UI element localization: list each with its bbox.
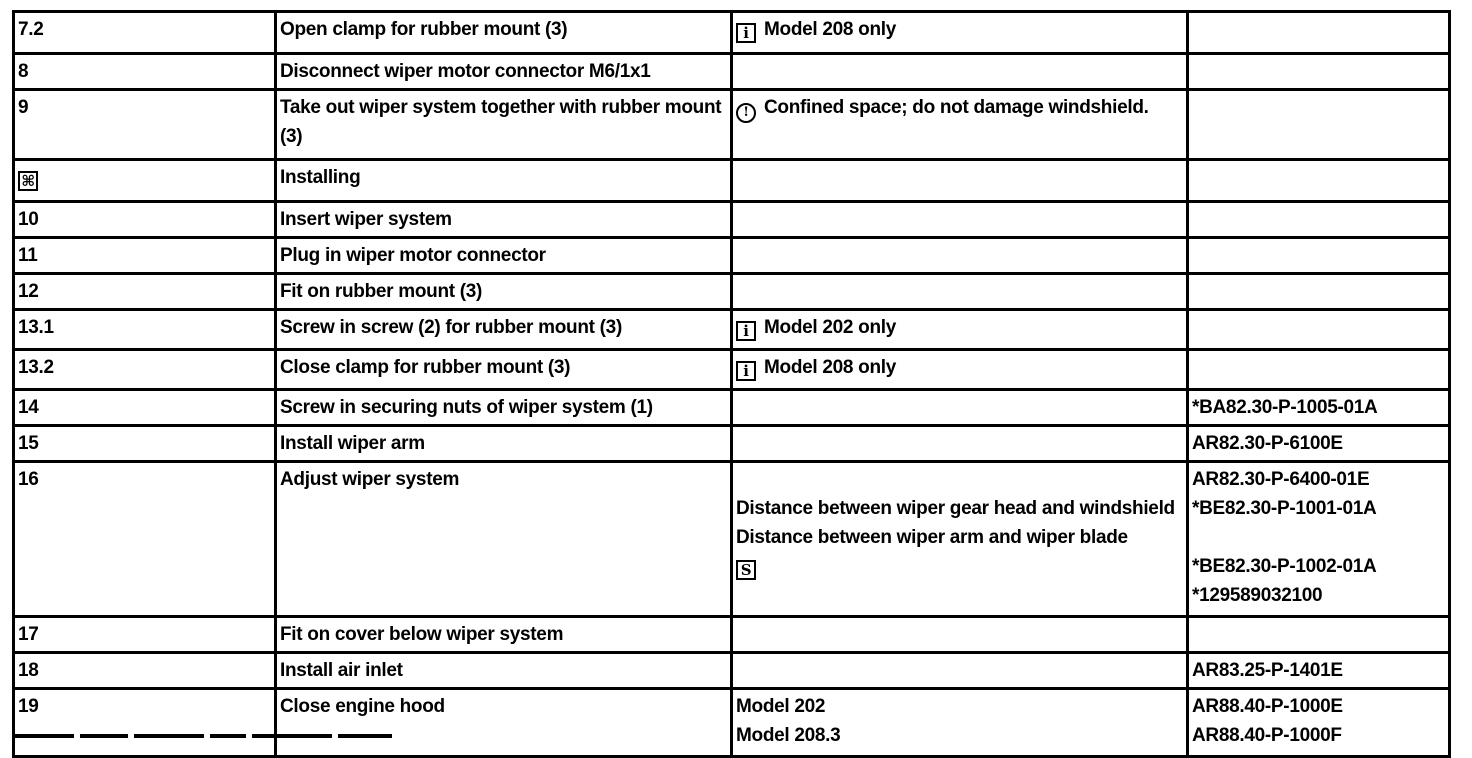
- step-reference: [1188, 238, 1450, 274]
- step-note: [732, 54, 1188, 90]
- step-number: 15: [14, 426, 276, 462]
- step-reference: [1188, 274, 1450, 310]
- step-action: Take out wiper system together with rubber mount (3): [276, 90, 732, 160]
- installing-icon: ⌘: [18, 171, 38, 191]
- step-number: 7.2: [14, 12, 276, 54]
- note-line: Model 202: [736, 696, 826, 717]
- step-reference: [1188, 462, 1450, 617]
- table-row: [14, 238, 1450, 274]
- step-note: [732, 202, 1188, 238]
- step-number: 17: [14, 617, 276, 653]
- spacer: [1192, 523, 1445, 552]
- step-action: Disconnect wiper motor connector M6/1x1: [276, 54, 732, 90]
- step-action: Adjust wiper system: [276, 462, 732, 617]
- special-tool-icon: S: [736, 560, 756, 580]
- step-reference: [1188, 202, 1450, 238]
- step-action: Fit on cover below wiper system: [276, 617, 732, 653]
- cut-off-footer-text: [14, 734, 454, 744]
- step-number: [14, 160, 276, 202]
- table-row: [14, 617, 1450, 653]
- step-number: 13.1: [14, 310, 276, 350]
- step-action: Screw in screw (2) for rubber mount (3): [276, 310, 732, 350]
- step-note: [732, 653, 1188, 689]
- ref-line: *BE82.30-P-1002-01A: [1192, 556, 1377, 577]
- table-row: [14, 350, 1450, 390]
- step-reference: [1188, 54, 1450, 90]
- step-note: [732, 617, 1188, 653]
- step-number: 13.2: [14, 350, 276, 390]
- step-reference: [1188, 310, 1450, 350]
- step-reference: [1188, 90, 1450, 160]
- step-reference: [1188, 617, 1450, 653]
- step-number: 16: [14, 462, 276, 617]
- step-note: i Model 202 only: [732, 310, 1188, 350]
- step-action: Screw in securing nuts of wiper system (1): [276, 390, 732, 426]
- step-action: Close clamp for rubber mount (3): [276, 350, 732, 390]
- procedure-table: [12, 10, 1451, 758]
- note-line: Distance between wiper arm and wiper blade: [736, 527, 1128, 548]
- step-note: [732, 689, 1188, 757]
- step-reference: *BA82.30-P-1005-01A: [1188, 390, 1450, 426]
- step-action: Install air inlet: [276, 653, 732, 689]
- info-icon: i: [736, 361, 756, 381]
- table-row: [14, 12, 1450, 54]
- note-line: Distance between wiper gear head and windshield: [736, 498, 1175, 519]
- ref-line: AR82.30-P-6400-01E: [1192, 469, 1370, 490]
- step-reference: [1188, 12, 1450, 54]
- spacer: [736, 465, 1183, 494]
- table-row: [14, 653, 1450, 689]
- ref-line: *129589032100: [1192, 585, 1323, 606]
- step-number: 19: [14, 689, 276, 757]
- table-row: [14, 202, 1450, 238]
- step-action: Fit on rubber mount (3): [276, 274, 732, 310]
- step-action: Plug in wiper motor connector: [276, 238, 732, 274]
- step-reference: [1188, 689, 1450, 757]
- step-note: [732, 390, 1188, 426]
- step-note: [732, 274, 1188, 310]
- step-number: 14: [14, 390, 276, 426]
- table-row: [14, 54, 1450, 90]
- table-row: [14, 274, 1450, 310]
- step-reference: [1188, 350, 1450, 390]
- table-row: [14, 90, 1450, 160]
- step-reference: AR83.25-P-1401E: [1188, 653, 1450, 689]
- step-number: 11: [14, 238, 276, 274]
- step-number: 10: [14, 202, 276, 238]
- table-row: [14, 426, 1450, 462]
- step-note: [732, 426, 1188, 462]
- step-reference: [1188, 160, 1450, 202]
- step-note: [732, 462, 1188, 617]
- step-reference: AR82.30-P-6100E: [1188, 426, 1450, 462]
- table-row: [14, 390, 1450, 426]
- table-row: [14, 310, 1450, 350]
- ref-line: *BE82.30-P-1001-01A: [1192, 498, 1377, 519]
- note-line: Model 208.3: [736, 725, 841, 746]
- step-note: [732, 160, 1188, 202]
- step-action: Close engine hood: [276, 689, 732, 757]
- step-action: Insert wiper system: [276, 202, 732, 238]
- step-number: 8: [14, 54, 276, 90]
- caution-icon: !: [736, 103, 756, 123]
- table-row: [14, 689, 1450, 757]
- step-number: 9: [14, 90, 276, 160]
- table-row: [14, 160, 1450, 202]
- step-note: i Model 208 only: [732, 350, 1188, 390]
- ref-line: AR88.40-P-1000E: [1192, 696, 1343, 717]
- step-action: Open clamp for rubber mount (3): [276, 12, 732, 54]
- table-row: [14, 462, 1450, 617]
- step-action: Install wiper arm: [276, 426, 732, 462]
- section-heading: Installing: [276, 160, 732, 202]
- info-icon: i: [736, 321, 756, 341]
- step-number: 18: [14, 653, 276, 689]
- step-number: 12: [14, 274, 276, 310]
- step-note: i Model 208 only: [732, 12, 1188, 54]
- step-note: ! Confined space; do not damage windshield.: [732, 90, 1188, 160]
- info-icon: i: [736, 23, 756, 43]
- step-note: [732, 238, 1188, 274]
- ref-line: AR88.40-P-1000F: [1192, 725, 1342, 746]
